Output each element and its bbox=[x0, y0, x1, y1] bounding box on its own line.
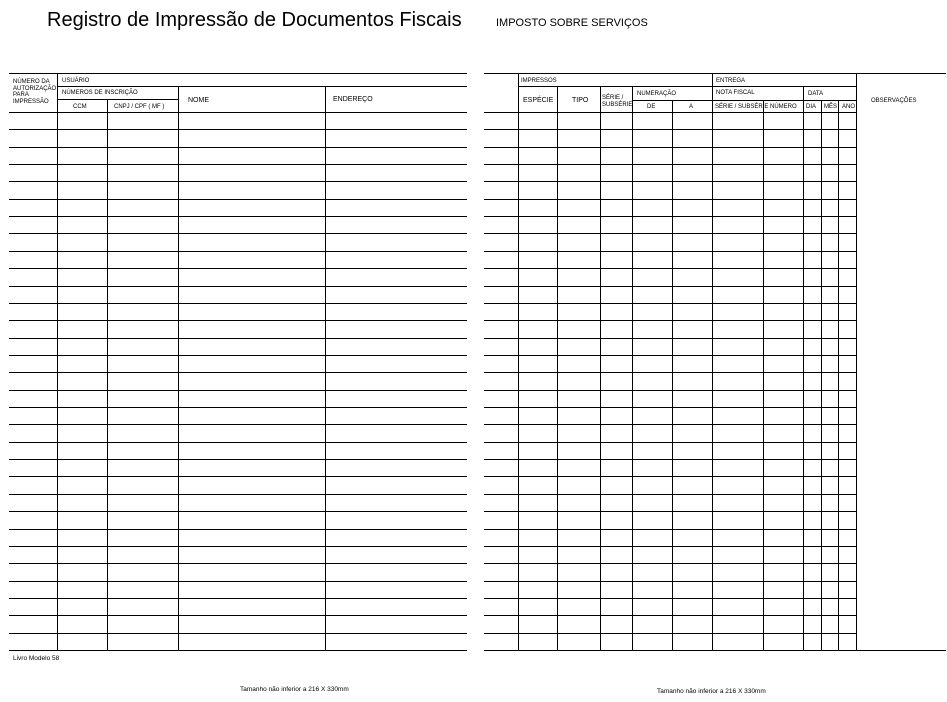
right-table-row-line bbox=[484, 546, 857, 547]
left-table-row-line bbox=[9, 581, 467, 582]
header-numero-line-2: AUTORIZAÇÃO bbox=[13, 85, 57, 92]
right-table-row-line bbox=[484, 233, 857, 234]
left-table-bottom-border bbox=[9, 650, 467, 651]
left-table-row-line bbox=[9, 147, 467, 148]
right-col-divider-serie bbox=[600, 86, 601, 650]
right-table-row-line bbox=[484, 581, 857, 582]
left-table-row-line bbox=[9, 529, 467, 530]
header-observacoes: OBSERVAÇÕES bbox=[871, 98, 917, 104]
right-table-bottom-border bbox=[484, 650, 946, 651]
page-title: Registro de Impressão de Documentos Fiscais bbox=[47, 9, 462, 31]
left-table-row-line bbox=[9, 390, 467, 391]
header-serie-line-2: SUBSÉRIE bbox=[602, 101, 633, 108]
left-table-row-line bbox=[9, 511, 467, 512]
left-table-row-line bbox=[9, 112, 467, 113]
left-table-row-line bbox=[9, 268, 467, 269]
header-entrega: ENTREGA bbox=[716, 78, 746, 84]
left-table-row-line bbox=[9, 546, 467, 547]
tax-subtitle: IMPOSTO SOBRE SERVIÇOS bbox=[496, 17, 648, 29]
left-table-top-border bbox=[9, 73, 467, 74]
left-table-row-line bbox=[9, 181, 467, 182]
header-numero-autorizacao bbox=[13, 79, 56, 105]
right-table-row-line bbox=[484, 598, 857, 599]
left-table-row-line bbox=[9, 442, 467, 443]
left-table-row-line bbox=[9, 338, 467, 339]
header-tipo: TIPO bbox=[572, 97, 589, 104]
right-table-top-border bbox=[484, 73, 946, 74]
left-table-row-line bbox=[9, 615, 467, 616]
right-table-row-line bbox=[484, 112, 857, 113]
right-col-divider-ano bbox=[838, 100, 839, 650]
header-dia: DIA bbox=[806, 104, 817, 110]
header-numero-line-3: PARA bbox=[13, 92, 29, 98]
header-impressos: IMPRESSOS bbox=[521, 78, 557, 84]
right-table-row-line bbox=[484, 424, 857, 425]
left-table-row-line bbox=[9, 199, 467, 200]
left-table-row-line bbox=[9, 164, 467, 165]
header-numeros-inscricao: NÚMEROS DE INSCRIÇÃO bbox=[62, 90, 138, 96]
left-table-row-line bbox=[9, 129, 467, 130]
right-table-row-line bbox=[484, 303, 857, 304]
right-header-divider-nota-fiscal bbox=[713, 100, 857, 101]
size-note-left: Tamanho não inferior a 216 X 330mm bbox=[240, 686, 349, 693]
left-table-row-line bbox=[9, 372, 467, 373]
right-col-divider-data bbox=[803, 86, 804, 650]
right-table-row-line bbox=[484, 268, 857, 269]
left-col-divider-4 bbox=[325, 86, 326, 650]
left-col-divider-3 bbox=[178, 86, 179, 650]
header-numeracao: NUMERAÇÃO bbox=[637, 91, 677, 97]
left-table-row-line bbox=[9, 216, 467, 217]
header-nf-serie-subserie: SÉRIE / SUBSÉRIE bbox=[715, 104, 769, 110]
right-table-row-line bbox=[484, 563, 857, 564]
header-nota-fiscal: NOTA FISCAL bbox=[716, 90, 755, 96]
header-ano: ANO bbox=[842, 104, 856, 110]
header-numero-line-4: IMPRESSÃO bbox=[13, 98, 49, 105]
left-table-row-line bbox=[9, 633, 467, 634]
right-table-row-line bbox=[484, 286, 857, 287]
header-a: A bbox=[689, 104, 694, 110]
left-table-row-line bbox=[9, 233, 467, 234]
header-especie: ESPÉCIE bbox=[523, 97, 554, 104]
book-model-label: Livro Modelo 58 bbox=[13, 655, 60, 662]
left-table-row-line bbox=[9, 459, 467, 460]
left-header-divider-usuario bbox=[58, 86, 467, 87]
right-table-row-line bbox=[484, 407, 857, 408]
right-table-row-line bbox=[484, 511, 857, 512]
right-table-row-line bbox=[484, 147, 857, 148]
right-col-divider-mes bbox=[821, 100, 822, 650]
right-table-row-line bbox=[484, 338, 857, 339]
right-table-row-line bbox=[484, 320, 857, 321]
left-table-row-line bbox=[9, 355, 467, 356]
header-endereco: ENDEREÇO bbox=[333, 96, 373, 103]
left-table-row-line bbox=[9, 494, 467, 495]
header-de: DE bbox=[647, 104, 656, 110]
header-nome: NOME bbox=[188, 97, 209, 104]
header-data: DATA bbox=[808, 91, 824, 97]
right-table-row-line bbox=[484, 181, 857, 182]
left-table-row-line bbox=[9, 251, 467, 252]
left-table-row-line bbox=[9, 424, 467, 425]
right-table-row-line bbox=[484, 615, 857, 616]
right-table-row-line bbox=[484, 164, 857, 165]
right-col-divider-numeracao bbox=[632, 86, 633, 650]
right-table-row-line bbox=[484, 476, 857, 477]
right-table-row-line bbox=[484, 442, 857, 443]
header-numero-line-1: NÚMERO DA bbox=[13, 79, 50, 85]
header-usuario: USUÁRIO bbox=[62, 78, 90, 84]
header-serie-subserie bbox=[602, 95, 632, 108]
right-table-row-line bbox=[484, 459, 857, 460]
left-table-row-line bbox=[9, 320, 467, 321]
right-col-divider-de-a bbox=[672, 100, 673, 650]
left-table-row-line bbox=[9, 407, 467, 408]
right-table-row-line bbox=[484, 129, 857, 130]
right-table-row-line bbox=[484, 251, 857, 252]
header-ccm: CCM bbox=[73, 104, 87, 110]
header-serie-line-1: SÉRIE / bbox=[602, 95, 624, 101]
right-table-row-line bbox=[484, 372, 857, 373]
right-header-divider-impressos bbox=[518, 86, 857, 87]
left-table-row-line bbox=[9, 303, 467, 304]
left-header-divider-inscricao bbox=[58, 99, 179, 100]
right-col-divider-tipo bbox=[557, 86, 558, 650]
left-table-row-line bbox=[9, 286, 467, 287]
header-cnpj-cpf: CNPJ / CPF ( MF ) bbox=[114, 104, 165, 110]
left-table-row-line bbox=[9, 476, 467, 477]
right-col-divider-numero bbox=[763, 100, 764, 650]
header-nf-numero: NÚMERO bbox=[770, 104, 797, 110]
right-table-row-line bbox=[484, 633, 857, 634]
header-mes: MÊS bbox=[824, 104, 838, 110]
right-table-row-line bbox=[484, 494, 857, 495]
left-table-row-line bbox=[9, 563, 467, 564]
right-table-row-line bbox=[484, 529, 857, 530]
right-table-row-line bbox=[484, 390, 857, 391]
left-table-row-line bbox=[9, 598, 467, 599]
right-table-row-line bbox=[484, 355, 857, 356]
right-table-row-line bbox=[484, 216, 857, 217]
right-table-row-line bbox=[484, 199, 857, 200]
size-note-right: Tamanho não inferior a 216 X 330mm bbox=[657, 688, 766, 695]
